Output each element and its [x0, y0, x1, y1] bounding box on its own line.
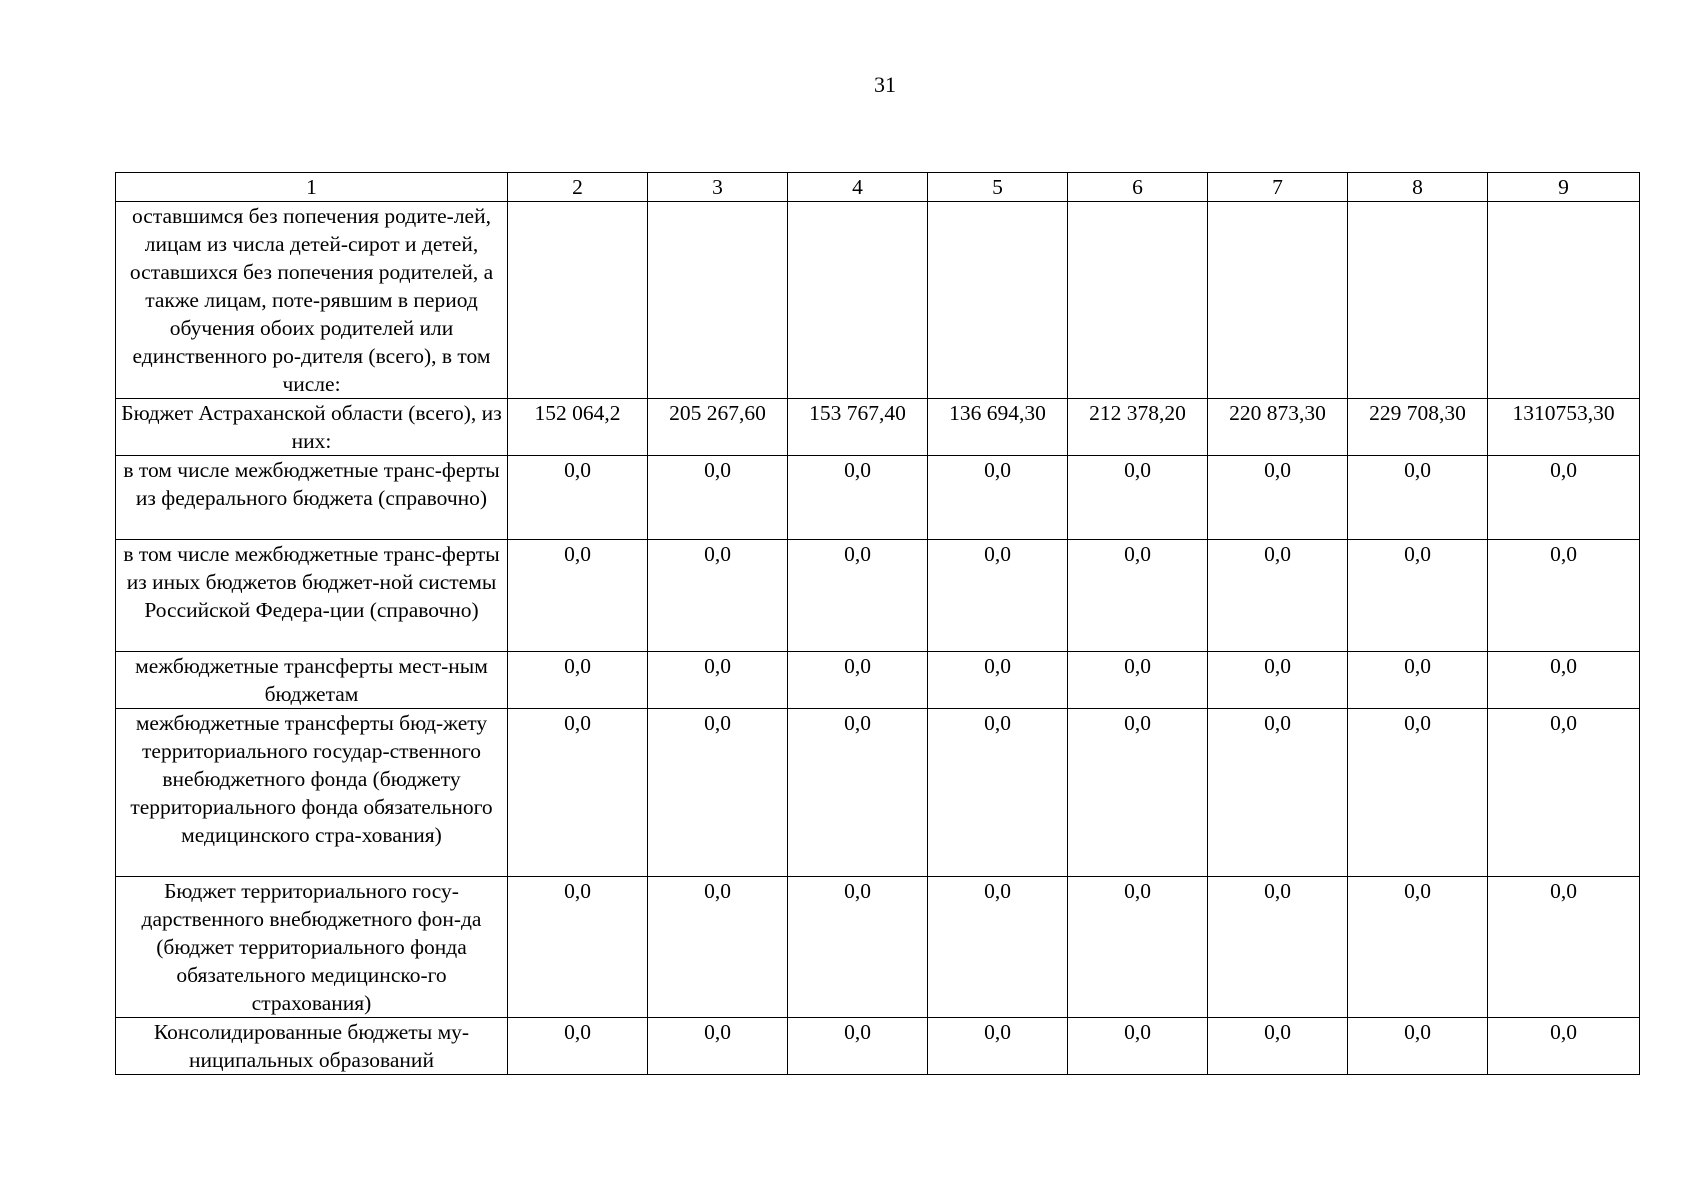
row-label: Бюджет Астраханской области (всего), из них: — [116, 399, 508, 456]
table-cell: 0,0 — [508, 877, 648, 1018]
table-cell: 0,0 — [928, 709, 1068, 877]
table-cell: 229 708,30 — [1348, 399, 1488, 456]
table-cell — [1348, 202, 1488, 399]
column-header-1: 1 — [116, 173, 508, 202]
column-header-5: 5 — [928, 173, 1068, 202]
column-header-4: 4 — [788, 173, 928, 202]
header-row — [116, 173, 1640, 202]
table-cell: 0,0 — [508, 456, 648, 540]
budget-table — [115, 172, 1640, 1075]
table-cell: 0,0 — [928, 652, 1068, 709]
table-cell: 0,0 — [648, 540, 788, 652]
table-cell — [788, 202, 928, 399]
table-cell: 212 378,20 — [1068, 399, 1208, 456]
table-cell: 0,0 — [508, 1018, 648, 1075]
table-cell: 0,0 — [1348, 540, 1488, 652]
table-body — [116, 202, 1640, 1075]
table-cell: 0,0 — [1208, 1018, 1348, 1075]
table-cell — [1068, 202, 1208, 399]
table-cell: 0,0 — [1488, 652, 1640, 709]
table-cell: 0,0 — [1208, 540, 1348, 652]
table-cell: 0,0 — [788, 456, 928, 540]
table-row — [116, 202, 1640, 399]
table-cell: 136 694,30 — [928, 399, 1068, 456]
column-header-3: 3 — [648, 173, 788, 202]
table-row — [116, 456, 1640, 540]
table-cell: 0,0 — [1208, 456, 1348, 540]
column-header-7: 7 — [1208, 173, 1348, 202]
table-row — [116, 540, 1640, 652]
table-cell: 220 873,30 — [1208, 399, 1348, 456]
table-cell: 0,0 — [1068, 709, 1208, 877]
table-cell: 0,0 — [1068, 1018, 1208, 1075]
table-cell: 0,0 — [1208, 652, 1348, 709]
table-cell: 0,0 — [788, 652, 928, 709]
table-row — [116, 652, 1640, 709]
table-cell — [1208, 202, 1348, 399]
table-cell: 0,0 — [1068, 877, 1208, 1018]
table-cell: 0,0 — [1488, 1018, 1640, 1075]
table-cell: 0,0 — [1488, 456, 1640, 540]
table-cell: 0,0 — [1068, 652, 1208, 709]
row-label: Консолидированные бюджеты му-ниципальных образований — [116, 1018, 508, 1075]
table-cell: 0,0 — [1348, 456, 1488, 540]
row-label: в том числе межбюджетные транс-ферты из иных бюджетов бюджет-ной системы Российской Федера-ции (справочно) — [116, 540, 508, 652]
table-cell — [1488, 202, 1640, 399]
table-cell: 0,0 — [648, 1018, 788, 1075]
table-cell: 0,0 — [1208, 709, 1348, 877]
table-cell: 0,0 — [1348, 709, 1488, 877]
table-cell: 0,0 — [928, 877, 1068, 1018]
table-header — [116, 173, 1640, 202]
table-cell: 0,0 — [1488, 540, 1640, 652]
table-row — [116, 1018, 1640, 1075]
table-cell: 0,0 — [648, 709, 788, 877]
row-label: межбюджетные трансферты мест-ным бюджетам — [116, 652, 508, 709]
row-label: оставшимся без попечения родите-лей, лицам из числа детей-сирот и детей, оставшихся без попечения родителей, а также лицам, поте-рявшим в период обучения обоих родителей или единственного ро-дителя (всего), в том числе: — [116, 202, 508, 399]
table-cell: 153 767,40 — [788, 399, 928, 456]
table-row — [116, 709, 1640, 877]
table-cell: 0,0 — [788, 877, 928, 1018]
table-cell — [508, 202, 648, 399]
column-header-9: 9 — [1488, 173, 1640, 202]
table-cell: 0,0 — [1068, 456, 1208, 540]
row-label: Бюджет территориального госу-дарственного внебюджетного фон-да (бюджет территориального фонда обязательного медицинско-го страхования) — [116, 877, 508, 1018]
table-row — [116, 877, 1640, 1018]
table-cell: 0,0 — [1348, 652, 1488, 709]
table-cell: 0,0 — [1488, 709, 1640, 877]
column-header-2: 2 — [508, 173, 648, 202]
table-cell: 0,0 — [788, 709, 928, 877]
table-cell: 0,0 — [1208, 877, 1348, 1018]
table-cell: 1310753,30 — [1488, 399, 1640, 456]
table-cell: 205 267,60 — [648, 399, 788, 456]
table-cell: 0,0 — [928, 540, 1068, 652]
table-cell: 0,0 — [1348, 877, 1488, 1018]
table-cell: 0,0 — [648, 652, 788, 709]
table-cell: 0,0 — [928, 1018, 1068, 1075]
table-cell: 0,0 — [648, 877, 788, 1018]
table-cell: 0,0 — [508, 540, 648, 652]
table-cell: 0,0 — [508, 709, 648, 877]
table-cell: 0,0 — [788, 1018, 928, 1075]
table-cell: 0,0 — [508, 652, 648, 709]
table-cell: 0,0 — [788, 540, 928, 652]
row-label: в том числе межбюджетные транс-ферты из федерального бюджета (справочно) — [116, 456, 508, 540]
page-number: 31 — [874, 72, 896, 97]
table-row — [116, 399, 1640, 456]
column-header-6: 6 — [1068, 173, 1208, 202]
column-header-8: 8 — [1348, 173, 1488, 202]
table-cell: 0,0 — [1068, 540, 1208, 652]
table-cell — [648, 202, 788, 399]
table-cell: 0,0 — [928, 456, 1068, 540]
row-label: межбюджетные трансферты бюд-жету территориального государ-ственного внебюджетного фонда (бюджету территориального фонда обязательного медицинского стра-хования) — [116, 709, 508, 877]
table-cell: 0,0 — [1348, 1018, 1488, 1075]
table-cell: 0,0 — [1488, 877, 1640, 1018]
table-cell: 0,0 — [648, 456, 788, 540]
table-cell: 152 064,2 — [508, 399, 648, 456]
table-cell — [928, 202, 1068, 399]
